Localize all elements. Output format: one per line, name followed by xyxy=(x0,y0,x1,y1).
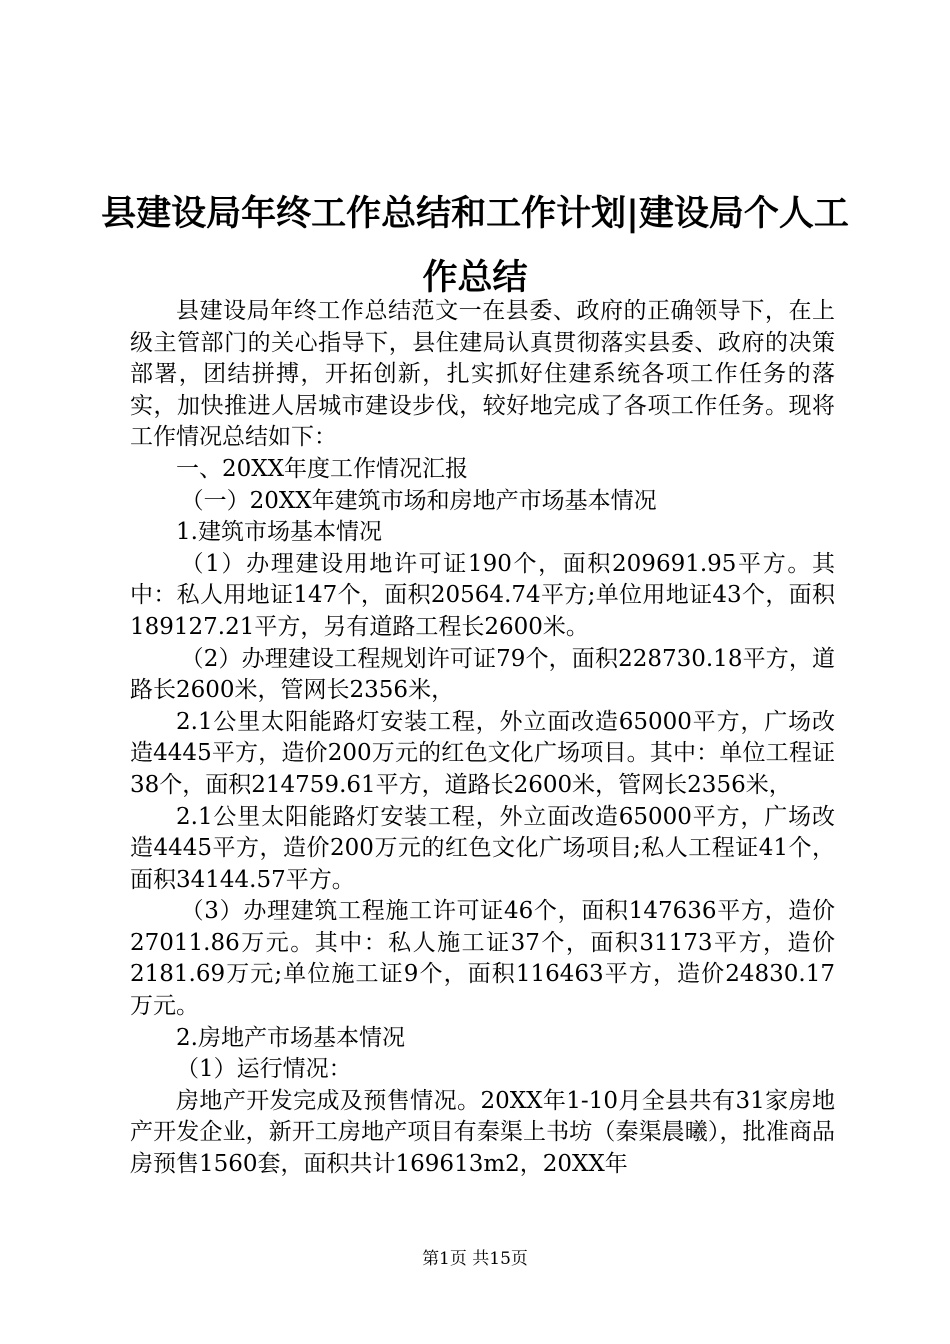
item-heading: 2.房地产市场基本情况 xyxy=(176,1024,405,1051)
item-heading: （1）运行情况： xyxy=(176,1056,352,1083)
item-heading: 1.建筑市场基本情况 xyxy=(176,519,382,546)
paragraph: 房地产开发完成及预售情况。20XX年1-10月全县共有31家房地产开发企业，新开工房地产项目有秦渠上书坊（秦渠晨曦），批准商品房预售1560套，面积共计169613m2，20XX年 xyxy=(130,1087,835,1178)
document-body xyxy=(130,296,835,1181)
paragraph: （2）办理建设工程规划许可证79个，面积228730.18平方，道路长2600米，管网长2356米， xyxy=(130,645,835,704)
section-heading: 一、20XX年度工作情况汇报 xyxy=(176,455,469,482)
paragraph: 2.1公里太阳能路灯安装工程，外立面改造65000平方，广场改造4445平方，造价200万元的红色文化广场项目。其中：单位工程证38个，面积214759.61平方，道路长2600米，管网长2356米， xyxy=(130,708,835,798)
subsection-heading: （一）20XX年建筑市场和房地产市场基本情况 xyxy=(180,487,657,514)
paragraph: （1）办理建设用地许可证190个，面积209691.95平方。其中：私人用地证147个，面积20564.74平方;单位用地证43个，面积189127.21平方，另有道路工程长2600米。 xyxy=(130,550,835,640)
paragraph: （3）办理建筑工程施工许可证46个，面积147636平方，造价27011.86万元。其中：私人施工证37个，面积31173平方，造价2181.69万元;单位施工证9个，面积116463平方，造价24830.17万元。 xyxy=(130,898,835,1020)
intro-paragraph: 县建设局年终工作总结范文一在县委、政府的正确领导下，在上级主管部门的关心指导下，县住建局认真贯彻落实县委、政府的决策部署，团结拼搏，开拓创新，扎实抓好住建系统各项工作任务的落实，加快推进人居城市建设步伐，较好地完成了各项工作任务。现将工作情况总结如下： xyxy=(130,298,835,451)
page-number-footer: 第1页 共15页 xyxy=(422,1249,528,1269)
document-title: 县建设局年终工作总结和工作计划|建设局个人工作总结 xyxy=(101,194,849,298)
paragraph: 2.1公里太阳能路灯安装工程，外立面改造65000平方，广场改造4445平方，造价200万元的红色文化广场项目;私人工程证41个，面积34144.57平方。 xyxy=(130,803,835,893)
